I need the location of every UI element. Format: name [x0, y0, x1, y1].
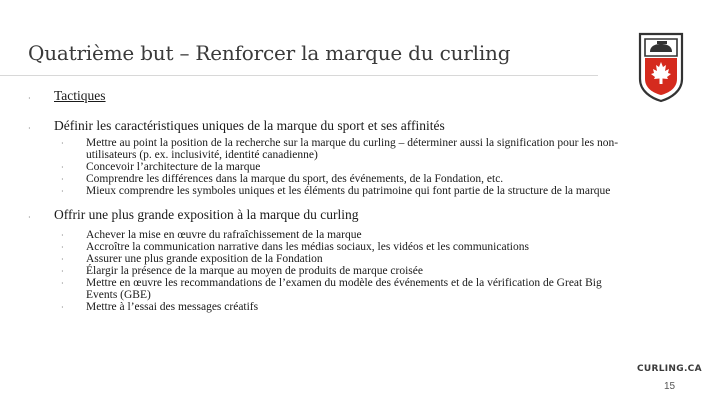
bullet-dot-icon: · — [61, 139, 64, 148]
sub-list-offrir — [28, 229, 628, 313]
bullet-dot-icon: · — [61, 267, 64, 276]
sub-bullet — [28, 161, 626, 173]
sub-bullet-text: Mettre au point la position de la recherche sur la marque du curling – déterminer aussi la signification pour les non-utilisateurs (p. ex. inclusivité, identité canadienne) — [86, 137, 619, 161]
bullet-dot-icon: · — [28, 124, 31, 133]
sub-bullet — [28, 241, 626, 253]
bullet-dot-icon: · — [61, 279, 64, 288]
bullet-dot-icon: · — [61, 303, 64, 312]
bullet-dot-icon: · — [28, 94, 31, 103]
bullet-dot-icon: · — [61, 243, 64, 252]
sub-bullet — [28, 253, 626, 265]
sub-bullet-text: Assurer une plus grande exposition de la Fondation — [86, 253, 323, 265]
sub-bullet — [28, 265, 626, 277]
footer-brand-logo-text: CURLING.CA — [637, 364, 702, 374]
sub-bullet — [28, 277, 626, 301]
sub-bullet — [28, 185, 626, 197]
sub-bullet — [28, 137, 626, 161]
slide-title: Quatrième but – Renforcer la marque du curling — [28, 41, 511, 65]
sub-bullet-text: Comprendre les différences dans la marque du sport, des événements, de la Fondation, etc. — [86, 173, 504, 185]
sub-list-definir — [28, 137, 628, 197]
curling-canada-shield-logo — [637, 31, 685, 103]
sub-bullet-text: Accroître la communication narrative dans les médias sociaux, les vidéos et les communications — [86, 241, 529, 253]
sub-bullet-text: Mettre en œuvre les recommandations de l’examen du modèle des événements et de la vérification de Great Big Events (GBE) — [86, 277, 602, 301]
bullet-dot-icon: · — [61, 255, 64, 264]
sub-bullet-text: Élargir la présence de la marque au moyen de produits de marque croisée — [86, 265, 423, 277]
bullet-definir — [28, 118, 628, 133]
sub-bullet — [28, 229, 626, 241]
bullet-tactiques — [28, 88, 628, 103]
sub-bullet-text: Mettre à l’essai des messages créatifs — [86, 301, 259, 313]
bullet-list — [28, 88, 628, 313]
sub-bullet-text: Mieux comprendre les symboles uniques et les éléments du patrimoine qui font partie de la structure de la marque — [86, 185, 611, 197]
bullet-dot-icon: · — [61, 231, 64, 240]
bullet-text: Tactiques — [54, 88, 106, 103]
bullet-dot-icon: · — [61, 163, 64, 172]
sub-bullet-text: Concevoir l’architecture de la marque — [86, 161, 261, 173]
page-number: 15 — [664, 381, 676, 392]
bullet-text: Offrir une plus grande exposition à la marque du curling — [54, 207, 359, 222]
bullet-dot-icon: · — [61, 175, 64, 184]
sub-bullet-text: Achever la mise en œuvre du rafraîchissement de la marque — [86, 229, 362, 241]
title-divider — [0, 75, 598, 76]
bullet-offrir — [28, 207, 628, 222]
bullet-dot-icon: · — [61, 187, 64, 196]
sub-bullet — [28, 173, 626, 185]
bullet-text: Définir les caractéristiques uniques de la marque du sport et ses affinités — [54, 118, 445, 133]
bullet-dot-icon: · — [28, 213, 31, 222]
sub-bullet — [28, 301, 626, 313]
